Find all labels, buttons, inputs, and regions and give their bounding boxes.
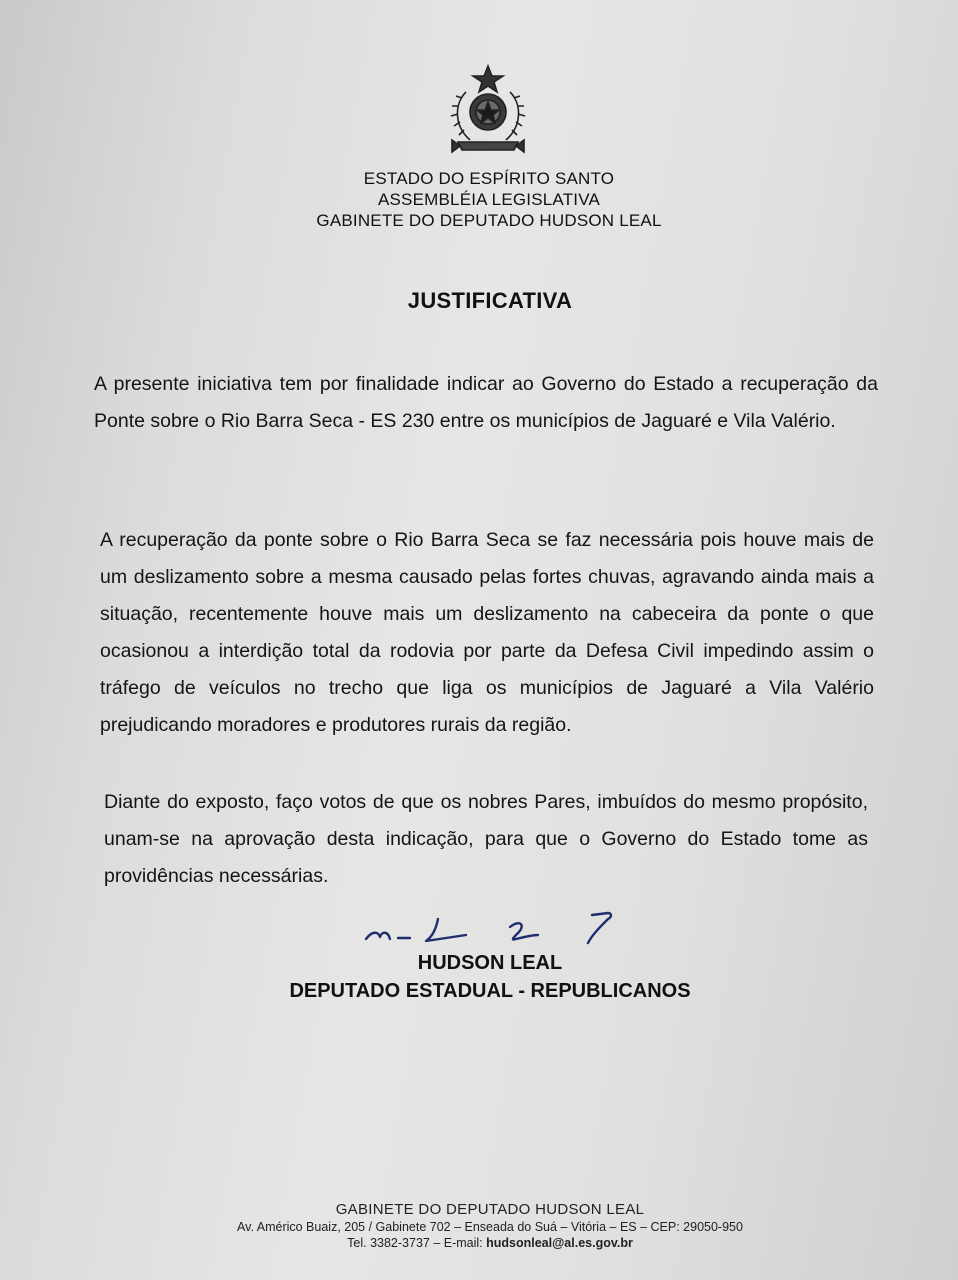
- footer-phone: Tel. 3382-3737 – E-mail:: [347, 1236, 487, 1250]
- coat-of-arms-icon: [446, 62, 530, 158]
- header-office: GABINETE DO DEPUTADO HUDSON LEAL: [316, 211, 662, 230]
- footer-office: GABINETE DO DEPUTADO HUDSON LEAL: [335, 1201, 645, 1218]
- paragraph-3: Diante do exposto, faço votos de que os nobres Pares, imbuídos do mesmo propósito, unam-se na aprovação desta indicação, para que o Governo do Estado tome as providências necessárias.: [104, 791, 868, 887]
- footer-contact: [190, 1235, 790, 1251]
- signatory-role: DEPUTADO ESTADUAL - REPUBLICANOS: [289, 980, 691, 1002]
- document-footer: [190, 1200, 790, 1251]
- header-state: ESTADO DO ESPÍRITO SANTO: [363, 169, 615, 188]
- document-title: JUSTIFICATIVA: [407, 288, 573, 313]
- handwritten-signature: [360, 905, 650, 955]
- document-header: [250, 168, 728, 231]
- paragraph-1: A presente iniciativa tem por finalidade indicar ao Governo do Estado a recuperação da Ponte sobre o Rio Barra Seca - ES 230 entre os municípios de Jaguaré e Vila Valério.: [94, 373, 878, 432]
- footer-address: Av. Américo Buaiz, 205 / Gabinete 702 – Enseada do Suá – Vitória – ES – CEP: 29050-950: [237, 1220, 743, 1234]
- header-assembly: ASSEMBLÉIA LEGISLATIVA: [377, 190, 601, 209]
- paragraph-2: A recuperação da ponte sobre o Rio Barra Seca se faz necessária pois houve mais de um deslizamento sobre a mesma causado pelas fortes chuvas, agravando ainda mais a situação, recentemente houve mais um deslizamento na cabeceira da ponte o que ocasionou a interdição total da rodovia por parte da Defesa Civil impedindo assim o tráfego de veículos no trecho que liga os municípios de Jaguaré a Vila Valério prejudicando moradores e produtores rurais da região.: [100, 529, 874, 736]
- signatory-name: HUDSON LEAL: [417, 952, 563, 974]
- footer-email-link[interactable]: hudsonleal@al.es.gov.br: [486, 1236, 633, 1250]
